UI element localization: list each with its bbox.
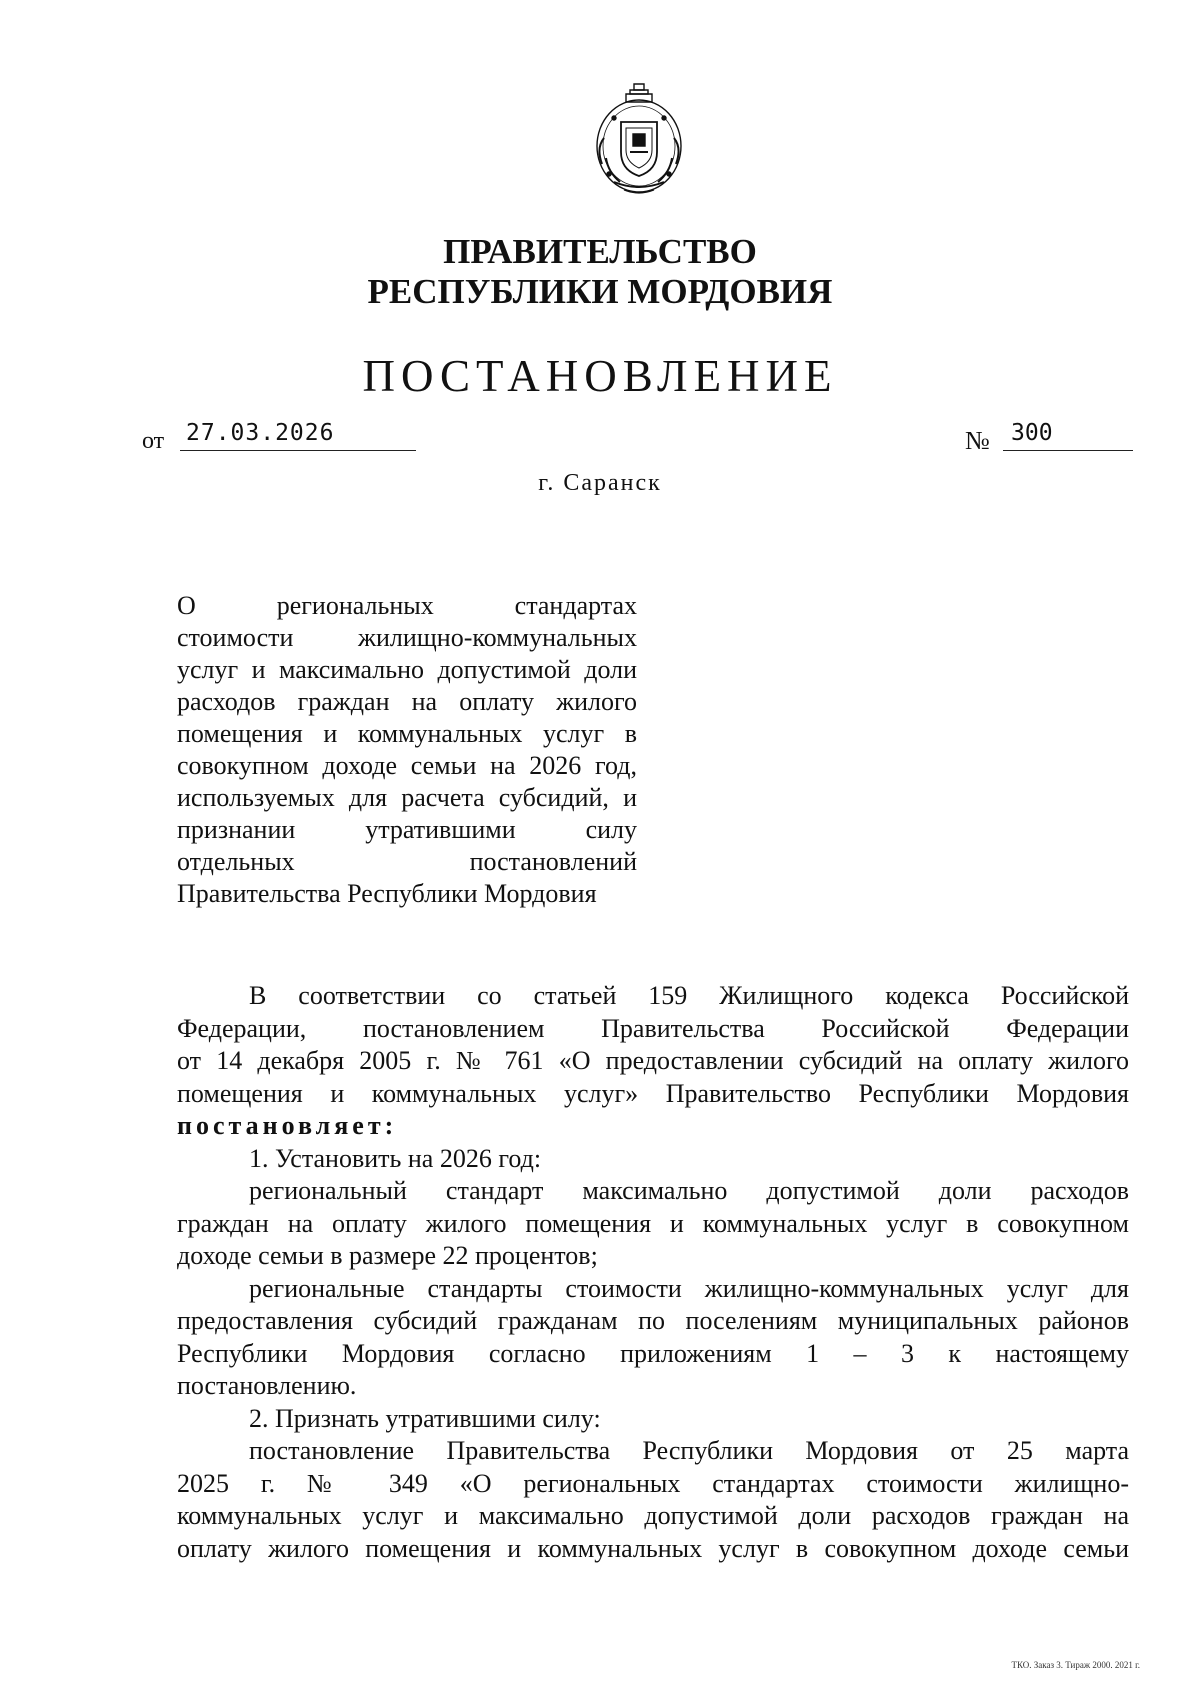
city: г. Саранск [538, 470, 662, 496]
body-line: региональный стандарт максимально допустимой доли расходов [249, 1176, 1129, 1205]
date-value: 27.03.2026 [180, 420, 416, 451]
body-line: постановление Правительства Республики Мордовия от 25 марта [249, 1436, 1129, 1465]
subject-line: используемых для расчета субсидий, и [177, 783, 637, 812]
emblem-of-mordovia [584, 78, 694, 203]
body-line: от 14 декабря 2005 г. № 761 «О предоставлении субсидий на оплату жилого [177, 1046, 1129, 1075]
government-title-line2: РЕСПУБЛИКИ МОРДОВИЯ [367, 272, 833, 311]
body-line: постановлению. [177, 1371, 357, 1400]
subject-line: стоимости жилищно-коммунальных [177, 623, 637, 652]
body-line: предоставления субсидий гражданам по поселениям муниципальных районов [177, 1306, 1129, 1335]
subject-line: О региональных стандартах [177, 591, 637, 620]
body-line: 2025 г. № 349 «О региональных стандартах стоимости жилищно- [177, 1468, 1129, 1498]
body-line: региональные стандарты стоимости жилищно-коммунальных услуг для [249, 1273, 1129, 1303]
subject-line: расходов граждан на оплату жилого [177, 687, 637, 716]
print-info: ТКО. Заказ 3. Тираж 2000. 2021 г. [1011, 1660, 1140, 1670]
subject-line: помещения и коммунальных услуг в [177, 719, 637, 748]
document-type: ПОСТАНОВЛЕНИЕ [362, 351, 838, 401]
body-line: доходе семьи в размере 22 процентов; [177, 1241, 598, 1270]
item-1-heading: 1. Установить на 2026 год: [249, 1143, 542, 1173]
body-line: коммунальных услуг и максимально допустимой доли расходов граждан на [177, 1501, 1129, 1530]
subject-line: Правительства Республики Мордовия [177, 879, 597, 908]
body-line: Федерации, постановлением Правительства Российской Федерации [177, 1013, 1129, 1043]
date-prefix: от [142, 428, 165, 454]
document-subject [177, 590, 637, 910]
document-body [177, 980, 1129, 1565]
number-value: 300 [1003, 420, 1133, 451]
body-line: В соответствии со статьей 159 Жилищного кодекса Российской [249, 981, 1129, 1010]
subject-line: признании утратившими силу [177, 815, 637, 844]
body-line: помещения и коммунальных услуг» Правительство Республики Мордовия [177, 1078, 1129, 1108]
item-2-heading: 2. Признать утратившими силу: [249, 1403, 601, 1433]
subject-line: совокупном доходе семьи на 2026 год, [177, 751, 637, 780]
subject-line: услуг и максимально допустимой доли [177, 655, 637, 684]
government-title-line1: ПРАВИТЕЛЬСТВО [443, 232, 757, 271]
body-line: граждан на оплату жилого помещения и коммунальных услуг в совокупном [177, 1208, 1129, 1238]
resolves-word: постановляет: [177, 1111, 398, 1140]
body-line: оплату жилого помещения и коммунальных услуг в совокупном доходе семьи [177, 1533, 1129, 1563]
number-prefix: № [965, 426, 990, 455]
body-line: Республики Мордовия согласно приложениям 1 – 3 к настоящему [177, 1338, 1129, 1368]
subject-line: отдельных постановлений [177, 847, 637, 876]
